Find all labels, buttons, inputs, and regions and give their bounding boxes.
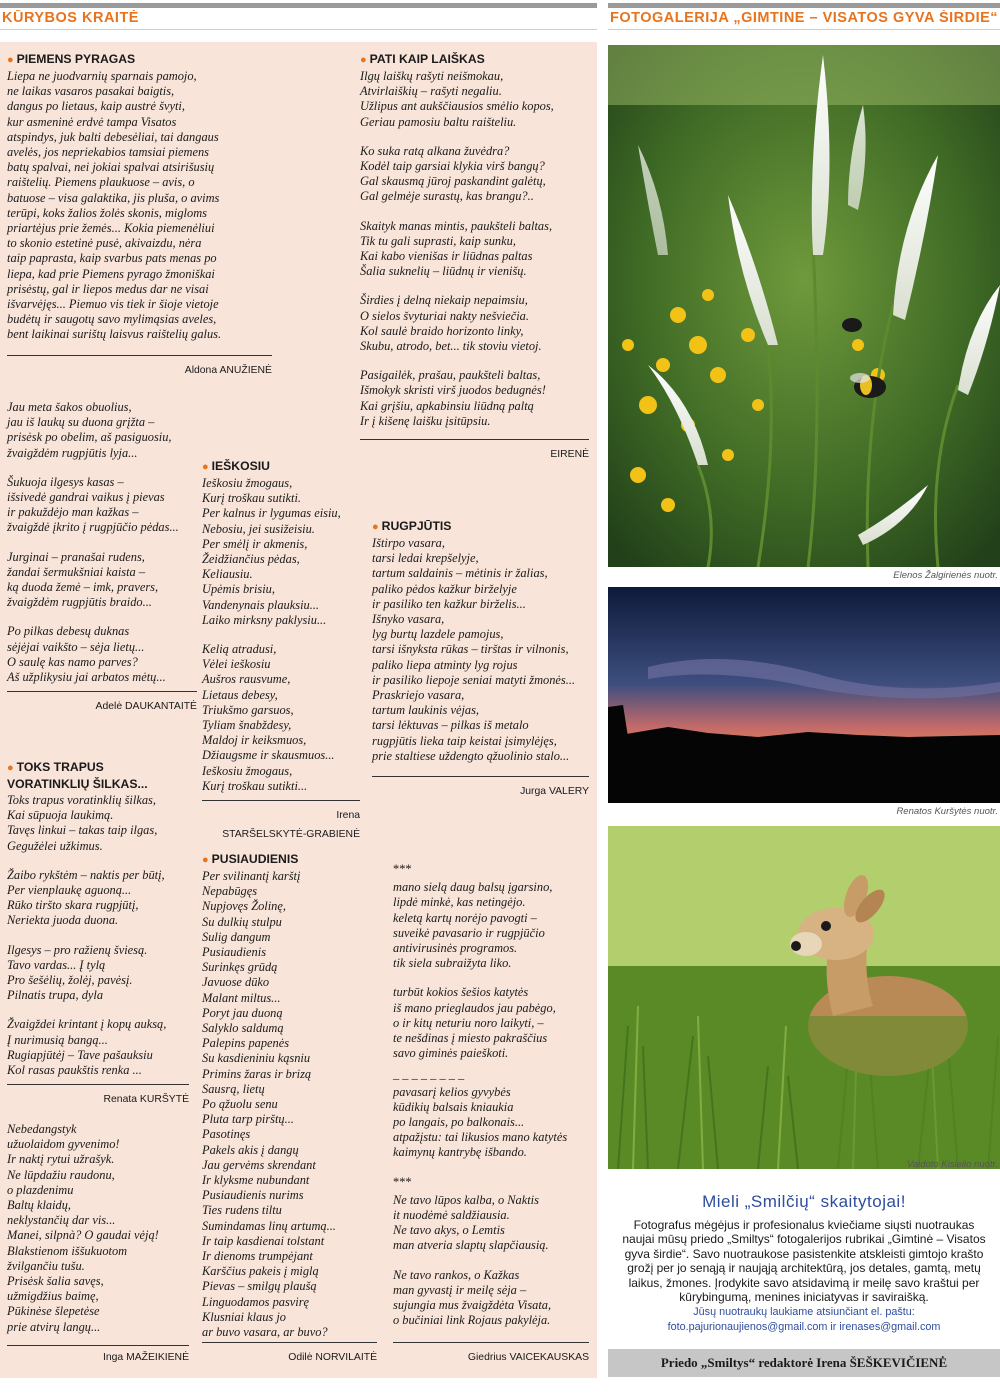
poem-line: ką duoda žemė – imk, pravers, [7,580,159,595]
poem-line: Išnyko vasara, [372,612,445,627]
poem-author: Irena STARŠELSKYTĖ-GRABIENĖ [202,800,360,842]
poem-line: Sulig dangum [202,929,271,944]
poem-obuolius [7,400,197,714]
poem-line: Ir klyksme nubundant [202,1173,310,1188]
poem-line: išvarvėjęs... Piemuo vis tiek ir šioje vietoje [7,297,219,312]
poem-title: ● IEŠKOSIU [202,459,270,473]
poem-line: Pusiaudienis nurims [202,1188,304,1203]
poem-line: Per kalnus ir lygumas eisiu, [202,506,341,521]
poem-line: O sielos švyturiai nakty nešviečia. [360,308,529,323]
poem-line: Vėlei ieškosiu [202,657,271,672]
poem-line: Surinkęs grūdą [202,960,278,975]
poem-line: Užlipus ant aukščiausios smėlio kopos, [360,99,554,114]
poem-line: dangus po lietaus, kaip austrė švyti, [7,99,185,114]
poem-line: Pakels akis į dangų [202,1142,299,1157]
poem-line: kaimynų kantrybę išbando. [393,1145,527,1160]
poem-line: Maldoj ir keiksmuos, [202,733,307,748]
poem-line: Širdies į delną niekaip nepaimsiu, [360,293,528,308]
poem-line: prisėstų, gal ir liepos medus dar ne visai [7,281,209,296]
poem-line: Triukšmo garsuos, [202,702,294,717]
poem-mano-siela [393,862,593,1328]
photo-caption: Vaidoto Kisielio nuotr. [906,1159,998,1170]
poem-line: tik siela subraižyta liko. [393,956,512,971]
poem-line: Žaibo rykštėm – naktis per būtį, [7,867,165,882]
poem-line: Ilgų laiškų rašyti neišmokau, [360,69,504,83]
stanza [372,536,589,764]
separator: _ _ _ _ _ _ _ _ [393,1067,465,1082]
poem-line: Kol rasas paukštis renka ... [7,1063,142,1078]
stanza [202,869,377,1340]
poem-line: Nebosiu, jei susižeisiu. [202,521,315,536]
poem-line: Pasotinęs [202,1127,251,1142]
poem-line: man gyvastį ir meilę sėja – [393,1282,527,1297]
poem-line: Tavęs linkui – takas taip ilgas, [7,823,158,838]
poem-line: Ne tavo rankos, o Kažkas [393,1267,520,1282]
poem-line: paliko pėdos kažkur birželyje [372,581,517,596]
poem-line: prie atvirų langų... [7,1319,101,1334]
poem-line: ne laikas vasaros pasakai baigtis, [7,84,175,99]
poem-line: batuose – visa galaktika, jis pluša, o avims [7,190,220,205]
poem-line: Į nurimusią bangą... [7,1032,108,1047]
poem-line: Tyliam šnabždesy, [202,718,292,733]
poem-line: Nebedangstyk [7,1122,77,1136]
poem-line: sėjėjai vaikšto – sėja lietų... [7,639,145,654]
stanza [7,624,197,685]
poem-line: Žvaigždei krintant į kopų auksą, [7,1017,167,1032]
stanza [393,1085,593,1161]
poem-line: Palepins papenės [202,1036,290,1051]
poem-line: man atveria slaptų slapčiausią. [393,1238,549,1253]
stanza [202,476,360,628]
notice-email-links[interactable]: foto.pajurionaujienos@gmail.com ir irenases@gmail.com [667,1321,941,1334]
flowers-image [608,45,1000,567]
poem-line: taip paprasta, kaip svarbus pats menas po [7,251,217,266]
poem-line: Ieškosiu žmogaus, [202,763,293,778]
gallery-title: FOTOGALERIJA „GIMTINE – VISATOS GYVA ŠIRDIE“ [610,10,998,26]
poem-line: Skaityk manas mintis, paukšteli baltas, [360,218,553,233]
poem-line: atpažįstu: tai likusios mano katytės [393,1130,568,1145]
poem-line: žvaigždėm rugpjūtis lyja... [7,445,138,460]
poem-line: Pusiaudienis [202,945,267,960]
poem-title-line2: VORATINKLIŲ ŠILKAS... [7,777,148,791]
poem-line: žvilgančiu tušu. [7,1258,85,1273]
poem-line: lipdė minkė, kas netingėjo. [393,895,526,910]
stanza [393,1193,593,1254]
poem-title: ● PUSIAUDIENIS [202,852,299,866]
photo-caption: Renatos Kuršytės nuotr. [896,806,998,817]
poem-line: Karščius pakeis į miglą [202,1264,319,1279]
stanza [7,1017,189,1078]
poem-line: išsivedė gandrai vaikus į pievas [7,490,165,505]
poem-line: Pasigailėk, prašau, paukšteli baltas, [360,368,541,383]
poem-title: ● PIEMENS PYRAGAS [7,52,136,66]
poem-line: Ilgesys – pro ražienų šviesą. [7,942,148,957]
poem-line: atspindys, juk balti debesėliai, tai dangaus [7,129,219,144]
editor-footer: Priedo „Smiltys“ redaktorė Irena ŠEŠKEVIČIENĖ [608,1349,1000,1377]
poem-line: prisėsk po obelim, aš pasiguosiu, [7,430,172,445]
poem-line: žvaigždė įkrito į rugpjūčio pėdas... [7,520,179,535]
notice-email-intro: Jūsų nuotraukų laukiame atsiunčiant el. paštu: [693,1306,915,1319]
poem-line: Džiaugsme ir skausmuos... [202,748,335,763]
poem-line: Su kasdieniniu kąsniu [202,1051,311,1066]
poem-line: Kelią atradusi, [202,642,277,657]
poem-line: Ir dienoms trumpėjant [202,1249,313,1264]
stanza [393,880,593,971]
poem-author: Aldona ANUŽIENĖ [7,355,272,378]
poem-line: Kodėl taip garsiai klykia virš bangų? [360,159,545,174]
author-vaicekauskas: Giedrius VAICEKAUSKAS [467,1352,589,1363]
poem-line: budėtų ir saugotų savo mylimąsias aveles, [7,312,217,327]
poem-line: Per svilinantį karštį [202,869,301,883]
poem-line: Ištirpo vasara, [372,536,445,550]
poem-line: Vandenynais plauksiu... [202,597,320,612]
poem-line: Salyklo saldumą [202,1021,284,1036]
poem-line: Lietaus debesy, [202,687,278,702]
poem-line: Kol saulė braido horizonto linky, [360,323,524,338]
poem-line: Tik tu gali suprasti, kaip sunku, [360,233,516,248]
poem-line: Žeidžiančius pėdas, [202,552,300,567]
poem-line: Keliausiu. [202,567,253,582]
sunset-image [608,587,1000,803]
poem-line: te nešdinas į miesto pakraščius [393,1031,548,1046]
poem-line: Ne lūpdažiu raudonu, [7,1167,115,1182]
poem-line: bent laikinai surištų laisvus raištelių galus. [7,327,222,342]
poem-line: Blakstienom iššukuotom [7,1243,128,1258]
poem-line: tartum saldainis – mėtinis ir žalias, [372,566,548,581]
poem-line: jau iš laukų su duona grįžta – [7,415,155,430]
poem-line: suveikė pavasario ir rugpjūčio [393,925,545,940]
poem-body [7,69,272,343]
poem-pati-kaip-laiskas [360,52,589,462]
poem-line: Per vienplaukę aguoną... [7,883,132,898]
stanza [360,144,589,205]
photo-sunset [608,587,1000,803]
poem-line: Su dulkių stulpu [202,914,282,929]
poem-author: Adelė DAUKANTAITĖ [7,691,197,714]
poem-title: ● PATI KAIP LAIŠKAS [360,52,485,66]
poem-line: Šukuoja ilgesys kasas – [7,474,124,489]
poem-line: Pluta tarp pirštų... [202,1112,294,1127]
poem-line: Toks trapus voratinklių šilkas, [7,793,156,807]
poem-line: sujungia mus žvaigždėta Visata, [393,1298,552,1313]
right-header [608,0,1000,30]
poem-line: žvaigždėm rugpjūtis braido... [7,595,152,610]
poem-line: ir pasiliko liepoje seniai matyti žmonės... [372,672,576,687]
poem-toks-trapus [7,760,189,1107]
photo-caption: Elenos Žalgirienės nuotr. [893,570,998,581]
poem-line: Per smėlį ir akmenis, [202,536,308,551]
poem-line: Gal skausmą jūroj paskandint galėtų, [360,174,546,189]
poem-piemens [7,52,272,378]
poem-line: Laiko mirksny paklysiu... [202,612,327,627]
poem-line: Išmokyk skristi virš juodos bedugnės! [360,383,546,398]
poem-line: ir pakuždėjo man kažkas – [7,505,139,520]
poem-line: Ir naktį rytui užrašyk. [7,1152,115,1167]
poem-line: Kurį troškau sutikti. [202,491,302,506]
poem-line: liepa, kad prie Piemens pyrago žmoniškai [7,266,215,281]
poem-line: Ieškosiu žmogaus, [202,476,293,490]
poem-line: Primins žaras ir brizą [202,1066,312,1081]
separator: *** [393,862,412,876]
poem-line: Ne tavo akys, o Lemtis [393,1223,505,1238]
bullet-icon: ● [202,854,209,866]
poem-line: Po pilkas debesų duknas [7,624,130,639]
stanza [7,1122,189,1335]
bullet-icon: ● [360,54,367,66]
bullet-icon: ● [202,461,209,473]
author-pusiaudienis: Odilė NORVILAITĖ [288,1352,377,1363]
stanza [360,368,589,429]
poem-line: savo giminės paieškoti. [393,1046,509,1061]
bullet-icon: ● [372,521,379,533]
poem-line: priartėjus prie žemės... Kokia piemenėliui [7,221,215,236]
poem-line: mano sielą daug balsų įgarsino, [393,880,553,895]
poem-line: pavasarį kelios gyvybės [393,1084,511,1099]
stanza [7,868,189,929]
stanza [360,69,589,130]
poem-ieskosiu [202,459,360,842]
poem-line: Ir taip kasdienai tolstant [202,1233,325,1248]
readers-notice [608,1180,1000,1340]
poem-line: to skonio estetinė pusė, akivaizdu, nėra [7,236,202,251]
poem-line: Atvirlaiškių – rašyti negaliu. [360,84,502,99]
poem-line: antivirusinės programos. [393,941,518,956]
poem-line: Rugiapjūtėj – Tave pašauksiu [7,1047,153,1062]
poem-line: Jurginai – pranašai rudens, [7,549,145,564]
poem-line: iš mano prieglaudos jau pabėgo, [393,1000,556,1015]
photo-deer [608,826,1000,1169]
poem-line: tarsi išnyksta rūkas – tirštas ir vilnonis, [372,642,569,657]
poem-line: Skubu, atrodo, bet... tik stoviu vietoj. [360,339,542,354]
photo-flowers [608,45,1000,567]
poem-line: tartum laukinis vėjas, [372,703,480,718]
stanza [7,943,189,1004]
stanza [360,219,589,280]
poem-line: neklystančių dar vis... [7,1213,116,1228]
poem-line: rugpjūtis lieka taip keistai įsimylėjęs, [372,733,557,748]
poem-line: Gal gelmėje surastų, kas brangu?.. [360,189,534,204]
poem-line: Pilnatis trupa, dyla [7,988,104,1003]
poem-line: Upėmis brisiu, [202,582,275,597]
poem-line: Sausrą, lietų [202,1081,265,1096]
stanza [7,475,197,536]
poem-line: užmigdžius baimę, [7,1289,99,1304]
author-nebedangstyk: Inga MAŽEIKIENĖ [102,1352,189,1363]
poem-line: ir pasiliko ten kažkur birželis... [372,596,526,611]
poem-line: Kurį troškau sutikti... [202,778,308,793]
poem-line: Baltų klaidų, [7,1198,72,1213]
divider [202,1342,377,1343]
poem-line: Nepabūgęs [202,884,258,899]
poem-line: žandai šermukšniai kaista – [7,564,146,579]
poem-line: Kai grįšiu, apkabinsiu liūdną paltą [360,398,534,413]
poem-line: Liepa ne juodvarnių sparnais pamojo, [7,69,197,83]
poem-line: Kai kabo vienišas ir liūdnas paltas [360,249,533,264]
notice-body: Fotografus mėgėjus ir profesionalus kviečiame siųsti nuotraukas naujai mūsų priedo „Smiltys“ fotogalerijos rubrikai „Gimtinė – Visatos gyva širdie“. Savo nuotraukose pasistenkite atskleisti gimtojo krašto grožį per jo senąją ir naująją architektūrą, jos detales, gamtą, metų laikus, žmones. Įrodykite savo atsidavimą ir meilę savo kraštui per kūrybingumą, menines iniciatyvas ir saviraišką. [622,1218,986,1305]
poem-line: ar buvo vasara, ar buvo? [202,1325,328,1340]
poem-line: tarsi ledai krepšelyje, [372,551,479,566]
notice-title: Mieli „Smilčių“ skaitytojai! [702,1192,906,1211]
poem-line: O saulę kas namo parves? [7,654,138,669]
poem-line: o bučiniai link Rojaus pakylėja. [393,1313,551,1328]
poem-line: paliko liepa atminty lyg rojus [372,657,518,672]
stanza [7,400,197,461]
poem-line: terūpi, koks žalios žolės skonis, migloms [7,205,207,220]
stanza [7,793,189,854]
poem-line: Aušros rausvume, [202,672,291,687]
poem-line: kūdikių balsais kniaukia [393,1099,514,1114]
poem-line: Nupjovęs Žolinę, [202,899,286,914]
poem-line: Pūkinėse šlepetėse [7,1304,100,1319]
poem-line: o plazdenimu [7,1182,74,1197]
poem-line: Jau gervėms skrendant [202,1157,316,1172]
poem-line: Geriau pamosiu baltu raišteliu. [360,114,517,129]
poem-line: Linguodamos pasvirę [202,1294,310,1309]
poem-line: lyg burtų lazdele pamojus, [372,627,504,642]
poem-line: keletą kartų norėjo pavogti – [393,910,537,925]
poem-line: Praskriejo vasara, [372,688,465,703]
poem-line: Gegužėlei užkimus. [7,838,103,853]
poem-line: Ne tavo lūpos kalba, o Naktis [393,1192,539,1207]
poem-line: Manei, silpnà? O gaudai vėją! [7,1228,159,1243]
bullet-icon: ● [7,762,14,774]
stanza [7,550,197,611]
poem-title: ● RUGPJŪTIS [372,519,452,533]
deer-image [608,826,1000,1169]
divider [393,1342,589,1343]
left-header [0,0,597,30]
poem-line: batų spalvai, nei jokiai spalvai atsirišusių [7,160,215,175]
poem-line: Jau meta šakos obuolius, [7,400,132,414]
poem-line: Malant miltus... [202,990,281,1005]
poem-line: avelės, jos nepriekabios tamsiai piemens [7,145,210,160]
poem-line: Ko suka ratą alkana žuvėdra? [360,143,510,158]
bullet-icon: ● [7,54,14,66]
poem-line: Sumindamas linų artumą... [202,1218,336,1233]
stanza [393,1268,593,1329]
poem-line: Pievas – smilgų plaušą [202,1279,317,1294]
stanza [202,642,360,794]
poem-title: ● TOKS TRAPUS [7,760,104,774]
poem-line: Ties rudens tiltu [202,1203,282,1218]
poem-line: užuolaidom gyvenimo! [7,1137,120,1152]
poem-line: Aš užplikysiu jai arbatos mėtų... [7,670,166,685]
section-title: KŪRYBOS KRAITĖ [2,10,139,26]
poem-line: Poryt jau duoną [202,1005,283,1020]
poem-rugpjutis [372,519,589,799]
stanza [360,293,589,354]
poem-line: Klusniai klaus jo [202,1309,286,1324]
poem-line: it nuodėmė saldžiausia. [393,1208,510,1223]
poem-line: tarsi lėktuvas – pilkas iš metalo [372,718,529,733]
poem-line: turbūt kokios šešios katytės [393,985,529,1000]
separator: *** [393,1174,412,1189]
poem-line: Neriekta juoda duona. [7,913,119,928]
poem-line: po langais, po balkonais... [393,1115,525,1130]
poem-line: Kai sūpuoja laukimą. [7,808,114,823]
poem-line: Pro šešėlių, žolėj, pavėsį. [7,973,133,988]
poem-author: Jurga VALERY [372,776,589,799]
poem-line: Prisėsk šalia savęs, [7,1274,104,1289]
poem-line: Šalia suknelių – liūdnų ir vienišų. [360,264,527,279]
poem-line: kur asmeninė erdvė tampa Visatos [7,114,177,129]
poem-line: Tavo vardas... Į tylą [7,957,106,972]
poem-nebedangstyk [7,1122,189,1346]
poem-pusiaudienis [202,852,377,1340]
poem-line: prie staltiese uždengto ąžuolinio stalo... [372,748,570,763]
stanza [393,985,593,1061]
poem-line: o ir kitų neturiu noro laikyti, – [393,1015,544,1030]
poem-line: Ir į kišenę laišku įsitūpsiu. [360,413,491,428]
poem-author: Renata KURŠYTĖ [7,1084,189,1107]
poem-line: Rūko tiršto skara rugpjūtį, [7,898,139,913]
poem-line: raištelių. Piemens plaukuose – avis, o [7,175,195,190]
poem-author: EIRENĖ [360,439,589,462]
poem-line: Javuose dūko [202,975,270,990]
poem-line: Po ąžuolu senu [202,1097,278,1112]
